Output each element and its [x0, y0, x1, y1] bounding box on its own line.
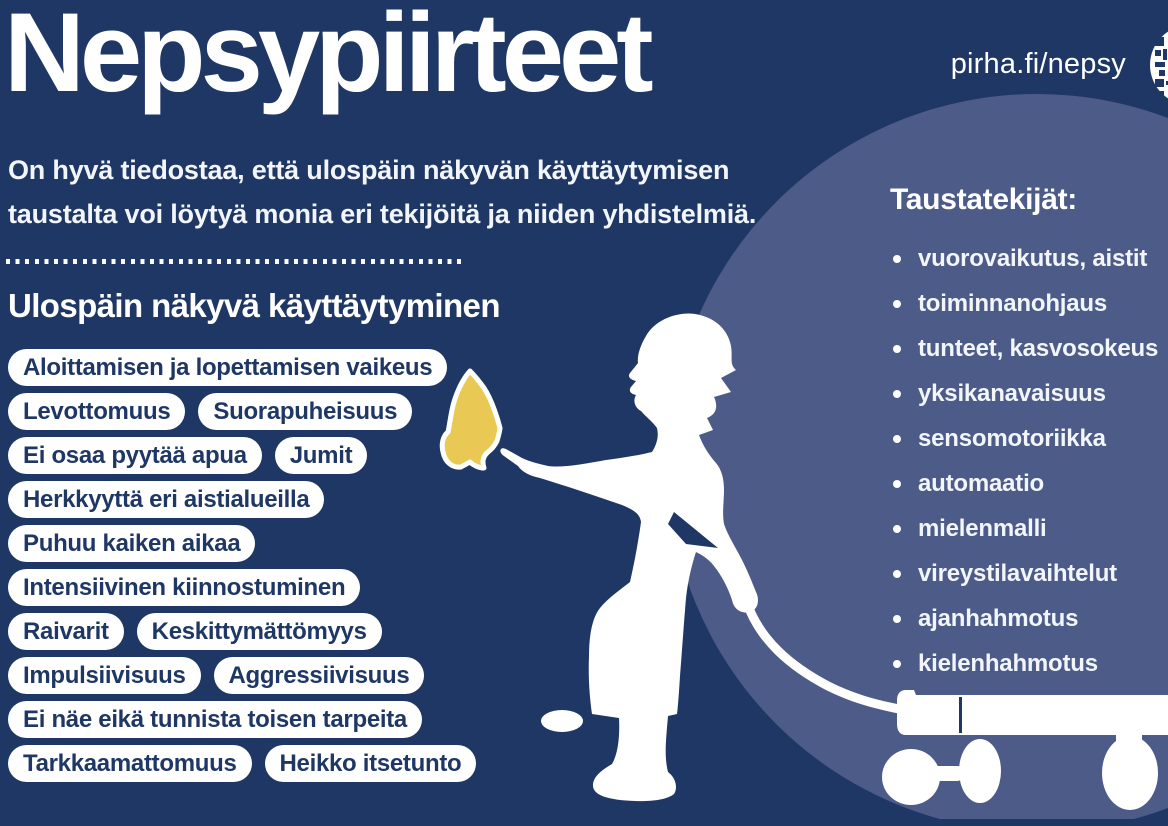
- child-back-shoe: [541, 710, 583, 732]
- pill-row: [8, 393, 476, 430]
- bullet-dot: [893, 525, 901, 533]
- pill-row: [8, 613, 476, 650]
- background-factor-label: vireystilavaihtelut: [918, 559, 1117, 587]
- background-factor-label: kielenhahmotus: [918, 649, 1098, 677]
- background-factor-label: tunteet, kasvosokeus: [918, 334, 1159, 362]
- background-factor-item: [893, 506, 1158, 551]
- background-factors-heading: Taustatekijät:: [890, 183, 1077, 216]
- bullet-dot: [893, 390, 901, 398]
- behavior-pill: Impulsiivisuus: [8, 657, 201, 694]
- behavior-section-heading: Ulospäin näkyvä käyttäytyminen: [8, 287, 500, 324]
- background-factors-list: [893, 236, 1158, 686]
- bottom-border: [0, 819, 1168, 826]
- bullet-dot: [893, 570, 901, 578]
- behavior-pill: Intensiivinen kiinnostuminen: [8, 569, 360, 606]
- background-factor-label: sensomotoriikka: [918, 424, 1106, 452]
- bullet-dot: [893, 435, 901, 443]
- behavior-pill: Jumit: [275, 437, 368, 474]
- behavior-pills: [8, 349, 476, 782]
- background-factor-label: vuorovaikutus, aistit: [918, 244, 1148, 272]
- behavior-pill: Levottomuus: [8, 393, 185, 430]
- background-factor-item: [893, 326, 1158, 371]
- background-factor-label: automaatio: [918, 469, 1045, 497]
- pill-row: [8, 525, 476, 562]
- pill-row: [8, 569, 476, 606]
- background-factor-label: ajanhahmotus: [918, 604, 1079, 632]
- bullet-dot: [893, 255, 901, 263]
- bullet-dot: [893, 345, 901, 353]
- behavior-pill: Aloittamisen ja lopettamisen vaikeus: [8, 349, 447, 386]
- background-factor-item: [893, 371, 1158, 416]
- background-factor-label: toiminnanohjaus: [918, 289, 1108, 317]
- behavior-pill: Keskittymättömyys: [137, 613, 382, 650]
- intro-line-1: On hyvä tiedostaa, että ulospäin näkyvän käyttäytymisen: [8, 155, 730, 185]
- intro-line-2: taustalta voi löytyä monia eri tekijöitä ja niiden yhdistelmiä.: [8, 199, 757, 229]
- bullet-dot: [893, 300, 901, 308]
- behavior-pill: Raivarit: [8, 613, 124, 650]
- dotted-divider: [6, 259, 466, 264]
- website-url: pirha.fi/nepsy: [950, 48, 1126, 80]
- bullet-dot: [893, 660, 901, 668]
- background-factor-item: [893, 641, 1158, 686]
- behavior-pill: Ei näe eikä tunnista toisen tarpeita: [8, 701, 422, 738]
- behavior-pill: Tarkkaamattomuus: [8, 745, 252, 782]
- background-factor-label: yksikanavaisuus: [918, 379, 1106, 407]
- background-factor-item: [893, 596, 1158, 641]
- pill-row: [8, 657, 476, 694]
- background-factor-item: [893, 236, 1158, 281]
- pill-row: [8, 745, 476, 782]
- behavior-pill: Suorapuheisuus: [198, 393, 412, 430]
- bullet-dot: [893, 615, 901, 623]
- bullet-dot: [893, 480, 901, 488]
- pill-row: [8, 349, 476, 386]
- background-factor-item: [893, 281, 1158, 326]
- pill-row: [8, 437, 476, 474]
- pill-row: [8, 701, 476, 738]
- behavior-pill: Puhuu kaiken aikaa: [8, 525, 255, 562]
- background-factor-item: [893, 551, 1158, 596]
- behavior-pill: Aggressiivisuus: [214, 657, 425, 694]
- page-title: Nepsypiirteet: [4, 0, 649, 115]
- qr-code-badge: [1150, 25, 1168, 105]
- background-factor-label: mielenmalli: [918, 514, 1047, 542]
- background-factor-item: [893, 416, 1158, 461]
- behavior-pill: Heikko itsetunto: [265, 745, 477, 782]
- intro-text: [8, 148, 756, 236]
- qr-code-icon: [1150, 25, 1168, 105]
- pill-row: [8, 481, 476, 518]
- background-factor-item: [893, 461, 1158, 506]
- behavior-pill: Herkkyyttä eri aistialueilla: [8, 481, 324, 518]
- behavior-pill: Ei osaa pyytää apua: [8, 437, 262, 474]
